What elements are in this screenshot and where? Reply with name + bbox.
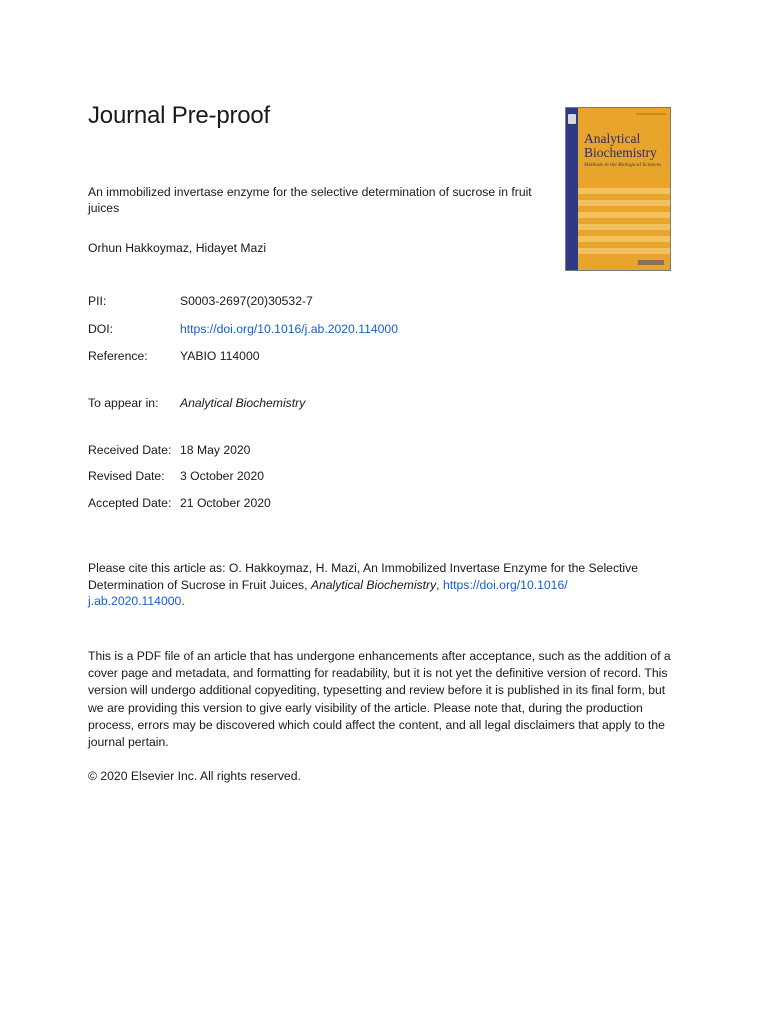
reference-label: Reference: bbox=[88, 349, 148, 363]
doi-label: DOI: bbox=[88, 322, 114, 336]
article-title: An immobilized invertase enzyme for the selective determination of sucrose in fruit juices bbox=[88, 185, 532, 215]
appear-label: To appear in: bbox=[88, 396, 159, 410]
citation-doi-part2: j.ab.2020.114000 bbox=[88, 594, 182, 608]
citation-paragraph bbox=[88, 560, 648, 610]
cover-top-line bbox=[636, 113, 666, 115]
citation-separator: , bbox=[436, 577, 443, 592]
received-label: Received Date: bbox=[88, 443, 172, 457]
received-value: 18 May 2020 bbox=[180, 443, 251, 457]
cover-stripe bbox=[578, 248, 670, 254]
citation-doi-part1: https://doi.org/10.1016/ bbox=[442, 577, 568, 592]
cover-journal-title: Analytical Biochemistry bbox=[584, 131, 657, 160]
citation-suffix: . bbox=[181, 594, 185, 608]
preproof-notice: This is a PDF file of an article that has undergone enhancements after acceptance, such as the addition of a cover page and metadata, and formatting for readability, but it is not yet the definitive version of record. This version will undergo additional copyediting, typesetting and review before it is published in its final form, but we are providing this version to give early visibility of the article. Please note that, during the production process, errors may be discovered which could affect the content, and all legal disclaimers that apply to the journal pertain. bbox=[88, 649, 671, 750]
cover-stripe bbox=[578, 212, 670, 218]
citation-journal: Analytical Biochemistry bbox=[310, 577, 437, 592]
cover-stripe bbox=[578, 188, 670, 194]
pii-value: S0003-2697(20)30532-7 bbox=[180, 294, 313, 308]
cover-bottom-tag bbox=[638, 260, 664, 265]
page-title: Journal Pre-proof bbox=[88, 102, 271, 129]
elsevier-logo-icon bbox=[568, 114, 576, 124]
cover-stripe bbox=[578, 200, 670, 206]
appear-value: Analytical Biochemistry bbox=[180, 396, 306, 410]
revised-label: Revised Date: bbox=[88, 469, 165, 483]
copyright-notice: © 2020 Elsevier Inc. All rights reserved. bbox=[88, 769, 301, 783]
pii-label: PII: bbox=[88, 294, 107, 308]
cover-stripe bbox=[578, 236, 670, 242]
revised-value: 3 October 2020 bbox=[180, 469, 265, 483]
article-authors: Orhun Hakkoymaz, Hidayet Mazi bbox=[88, 241, 267, 255]
cover-stripe bbox=[578, 224, 670, 230]
accepted-value: 21 October 2020 bbox=[180, 496, 271, 510]
reference-value: YABIO 114000 bbox=[180, 349, 260, 363]
citation-text: Please cite this article as: O. Hakkoymaz, H. Mazi, An Immobilized Invertase Enzyme for the Selective Determination of Sucrose in Fruit Juices, bbox=[88, 561, 639, 592]
doi-link[interactable]: https://doi.org/10.1016/j.ab.2020.114000 bbox=[180, 322, 398, 336]
cover-spine bbox=[566, 108, 578, 270]
accepted-label: Accepted Date: bbox=[88, 496, 172, 510]
cover-subtitle: Methods in the Biological Sciences bbox=[584, 162, 662, 168]
journal-cover-image bbox=[565, 107, 671, 271]
